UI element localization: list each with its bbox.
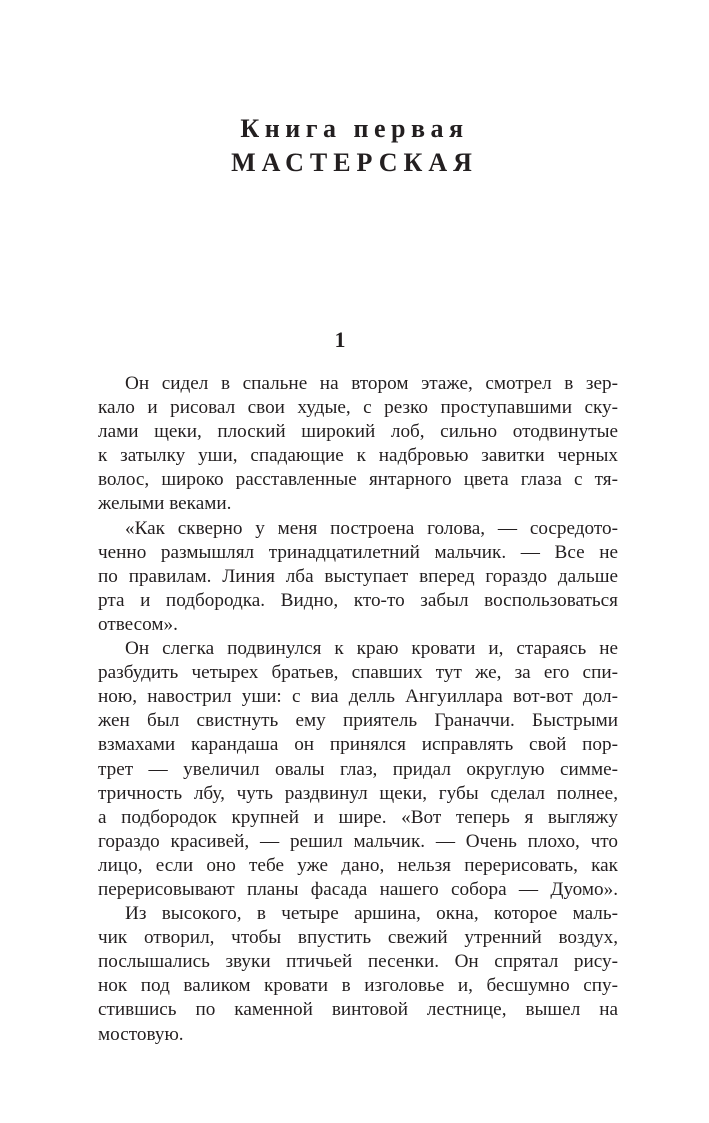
- text-line: желыми веками.: [98, 493, 232, 515]
- text-line: отвесом».: [98, 613, 178, 635]
- text-line: жен был свистнуть ему приятель Граначчи. Быстрыми: [98, 710, 618, 732]
- text-line: гораздо красивей, — решил мальчик. — Очень плохо, что: [98, 830, 618, 852]
- text-line: а подбородок крупней и шире. «Вот теперь я выгляжу: [98, 806, 618, 828]
- text-line: к затылку уши, спадающие к надбровью завитки черных: [98, 445, 618, 467]
- body-text: [98, 372, 618, 1047]
- text-line: взмахами карандаша он принялся исправлять свой пор-: [98, 734, 618, 756]
- chapter-number: 1: [334, 327, 346, 352]
- text-line: разбудить четырех братьев, спавших тут же, за его спи-: [98, 662, 618, 684]
- text-line: Он слегка подвинулся к краю кровати и, стараясь не: [125, 638, 618, 660]
- text-line: по правилам. Линия лба выступает вперед гораздо дальше: [98, 565, 618, 587]
- text-line: Он сидел в спальне на втором этаже, смотрел в зер-: [125, 373, 618, 394]
- text-line: тричность лбу, чуть раздвинул щеки, губы сделал полнее,: [98, 782, 618, 804]
- text-line: ченно размышлял тринадцатилетний мальчик. — Все не: [98, 541, 618, 563]
- text-line: чик отворил, чтобы впустить свежий утренний воздух,: [98, 927, 618, 949]
- text-line: кало и рисовал свои худые, с резко проступавшими ску-: [98, 397, 618, 419]
- text-line: послышались звуки птичьей песенки. Он спрятал рису-: [98, 951, 618, 973]
- text-line: волос, широко расставленные янтарного цвета глаза с тя-: [98, 469, 618, 491]
- part-title: МАСТЕРСКАЯ: [231, 148, 478, 177]
- text-line: мостовую.: [98, 1023, 184, 1045]
- text-line: трет — увеличил овалы глаз, придал округлую симме-: [98, 758, 618, 780]
- text-line: перерисовывают планы фасада нашего собора — Дуомо».: [98, 878, 618, 900]
- text-line: стившись по каменной винтовой лестнице, вышел на: [98, 999, 618, 1021]
- book-part-heading: Книга первая: [240, 114, 469, 143]
- text-line: рта и подбородка. Видно, кто-то забыл воспользоваться: [98, 589, 618, 611]
- text-line: лами щеки, плоский широкий лоб, сильно отодвинутые: [98, 421, 618, 443]
- text-line: лицо, если оно тебе уже дано, нельзя перерисовать, как: [98, 854, 618, 876]
- text-line: «Как скверно у меня построена голова, — сосредото-: [125, 517, 618, 539]
- text-line: нок под валиком кровати в изголовье и, бесшумно спу-: [98, 975, 618, 997]
- text-line: Из высокого, в четыре аршина, окна, которое маль-: [125, 903, 618, 925]
- text-line: ною, навострил уши: с виа делль Ангуиллара вот-вот дол-: [98, 686, 618, 708]
